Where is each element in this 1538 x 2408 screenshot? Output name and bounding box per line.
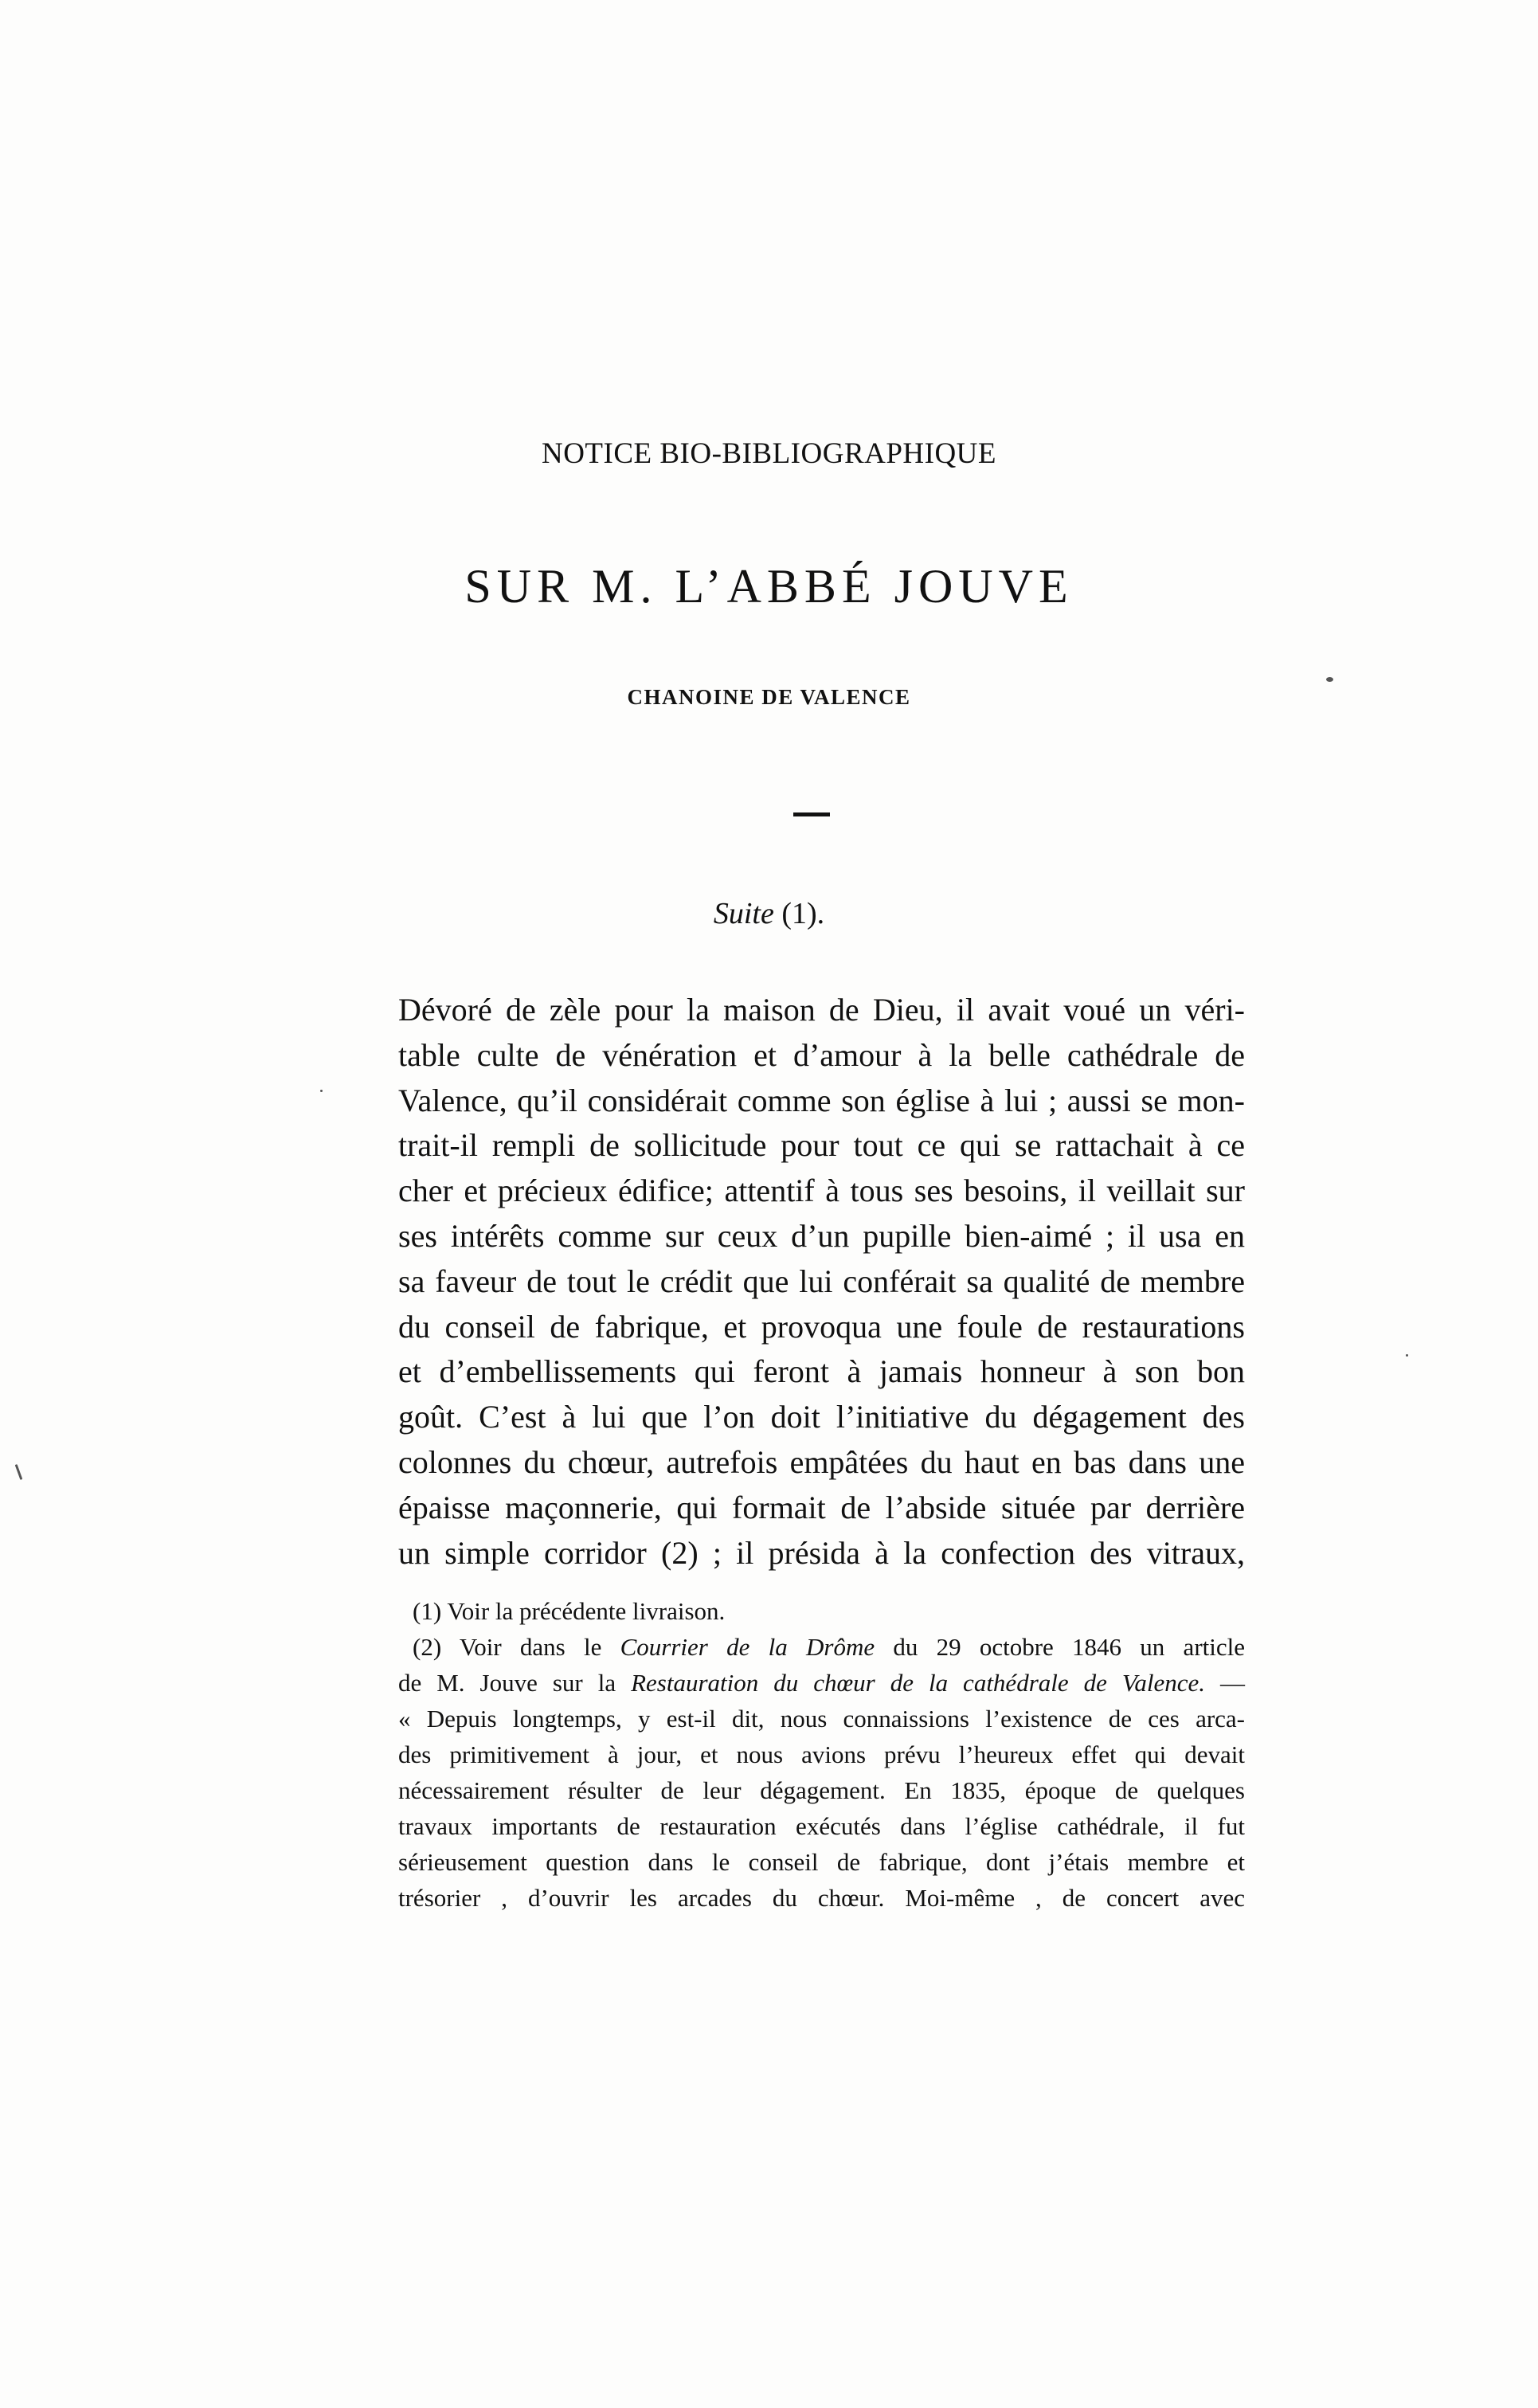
body-line: Dévoré de zèle pour la maison de Dieu, il avait voué un véri-	[398, 992, 1245, 1028]
subtitle: CHANOINE DE VALENCE	[627, 685, 911, 709]
body-line: Valence, qu’il considérait comme son église à lui ; aussi se mon-	[398, 1082, 1245, 1118]
footnote-periodical-title: Courrier de la Drôme	[620, 1633, 875, 1661]
footnote-2-line: trésorier , d’ouvrir les arcades du chœur. Moi-même , de concert avec	[398, 1884, 1245, 1912]
footnote-2-line: « Depuis longtemps, y est-il dit, nous connaissions l’existence de ces arca-	[398, 1705, 1245, 1733]
footnote-2-line: des primitivement à jour, et nous avions prévu l’heureux effet qui devait	[398, 1740, 1245, 1768]
footnote-text: (2) Voir dans le	[413, 1633, 620, 1661]
body-paragraph	[398, 988, 1245, 1576]
footnote-2-line: sérieusement question dans le conseil de fabrique, dont j’étais membre et	[398, 1848, 1245, 1876]
suite-footnote-ref: (1).	[773, 897, 825, 930]
body-line: du conseil de fabrique, et provoqua une foule de restaurations	[398, 1308, 1245, 1345]
footnote-2-line	[398, 1629, 1245, 1665]
scan-speck	[15, 1464, 23, 1480]
footnote-text: du 29 octobre 1846 un article	[875, 1633, 1245, 1661]
body-line: goût. C’est à lui que l’on doit l’initiative du dégagement des	[398, 1399, 1245, 1435]
section-rule	[793, 812, 830, 816]
page-title: SUR M. L’ABBÉ JOUVE	[464, 560, 1074, 613]
body-line: trait-il rempli de sollicitude pour tout ce qui se rattachait à ce	[398, 1127, 1245, 1164]
footnote-text: —	[1205, 1669, 1246, 1697]
body-line: cher et précieux édifice; attentif à tous ses besoins, il veillait sur	[398, 1173, 1245, 1209]
notice-heading: NOTICE BIO-BIBLIOGRAPHIQUE	[541, 437, 997, 470]
body-line: sa faveur de tout le crédit que lui conférait sa qualité de membre	[398, 1263, 1245, 1299]
footnotes	[398, 1593, 1245, 1916]
footnote-2-line: travaux importants de restauration exécutés dans l’église cathédrale, il fut	[398, 1812, 1245, 1840]
body-line: épaisse maçonnerie, qui formait de l’abside située par derrière	[398, 1489, 1245, 1525]
body-line: un simple corridor (2) ; il présida à la confection des vitraux,	[398, 1534, 1245, 1571]
footnote-text: de M. Jouve sur la	[398, 1669, 632, 1697]
scan-speck	[320, 1090, 323, 1092]
body-line: table culte de vénération et d’amour à la belle cathédrale de	[398, 1036, 1245, 1073]
suite-label	[0, 895, 1538, 932]
scan-speck	[1406, 1354, 1408, 1357]
footnote-2-line	[398, 1665, 1245, 1701]
body-line: et d’embellissements qui feront à jamais honneur à son bon	[398, 1353, 1245, 1390]
suite-word: Suite	[713, 897, 774, 930]
scan-speck	[1326, 677, 1333, 682]
footnote-article-title: Restauration du chœur de la cathédrale de Valence.	[631, 1669, 1206, 1697]
body-line: ses intérêts comme sur ceux d’un pupille bien-aimé ; il usa en	[398, 1217, 1245, 1254]
footnote-2-line: nécessairement résulter de leur dégagement. En 1835, époque de quelques	[398, 1776, 1245, 1804]
body-line: colonnes du chœur, autrefois empâtées du haut en bas dans une	[398, 1443, 1245, 1480]
footnote-1: (1) Voir la précédente livraison.	[413, 1597, 726, 1625]
